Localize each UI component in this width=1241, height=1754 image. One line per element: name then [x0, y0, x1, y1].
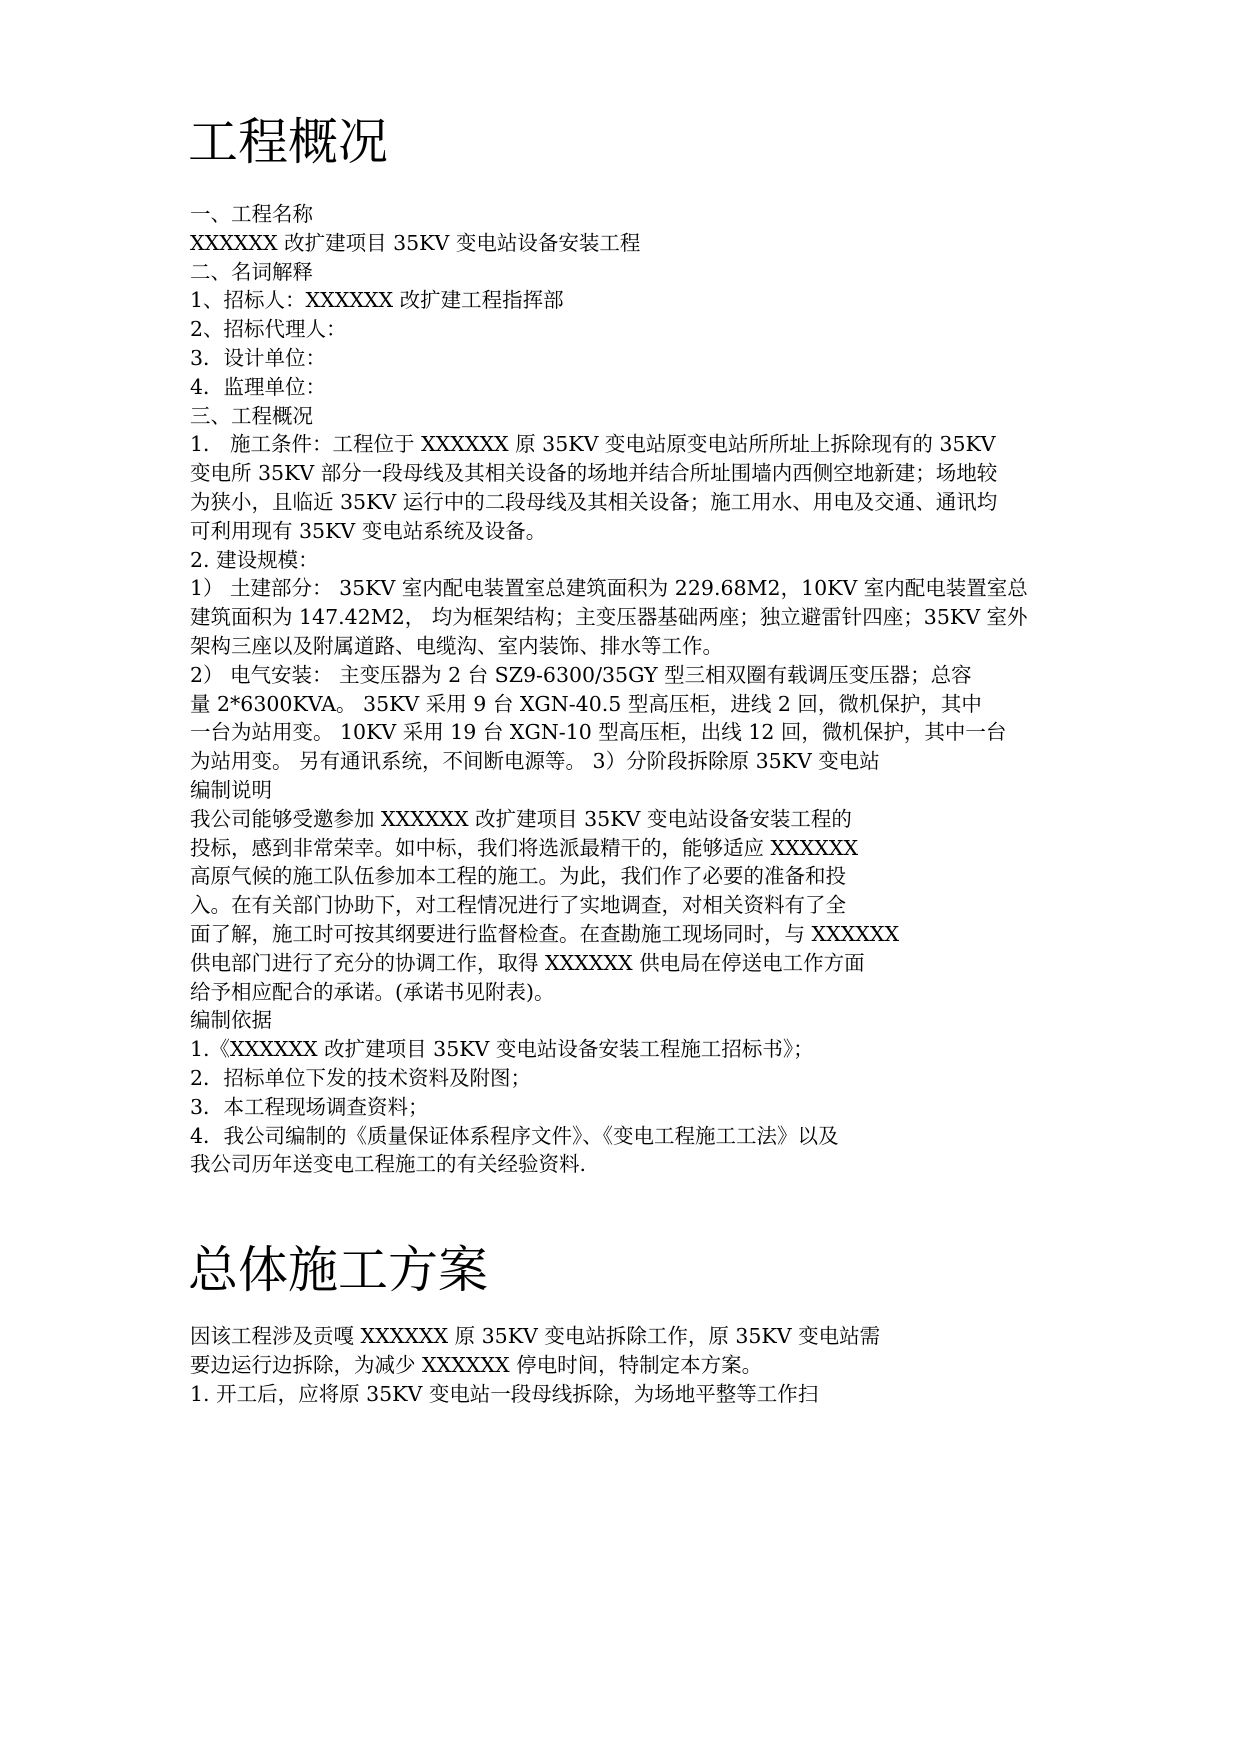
text-line: 三、工程概况 [190, 403, 313, 428]
text-line: 建筑面积为 147.42M2， 均为框架结构；主变压器基础两座；独立避雷针四座；35KV 室外 [190, 605, 1028, 630]
text-line: 我公司历年送变电工程施工的有关经验资料. [190, 1152, 587, 1177]
text-line: 可利用现有 35KV 变电站系统及设备。 [190, 518, 547, 543]
section-title-project-overview: 工程概况 [188, 113, 388, 171]
text-line: 入。在有关部门协助下，对工程情况进行了实地调查，对相关资料有了全 [190, 893, 846, 918]
text-line: 4．监理单位： [190, 374, 327, 399]
text-line: 我公司能够受邀参加 XXXXXX 改扩建项目 35KV 变电站设备安装工程的 [190, 806, 852, 831]
text-line: 1、招标人：XXXXXX 改扩建工程指挥部 [190, 288, 564, 313]
text-line: 1. 开工后，应将原 35KV 变电站一段母线拆除，为场地平整等工作扫 [190, 1381, 819, 1406]
text-line: 4．我公司编制的《质量保证体系程序文件》、《变电工程施工工法》以及 [190, 1123, 839, 1148]
text-line: 要边运行边拆除，为减少 XXXXXX 停电时间，特制定本方案。 [190, 1352, 763, 1377]
text-line: 架构三座以及附属道路、电缆沟、室内装饰、排水等工作。 [190, 634, 723, 658]
text-line: XXXXXX 改扩建项目 35KV 变电站设备安装工程 [190, 230, 641, 255]
text-line: 量 2*6300KVA。 35KV 采用 9 台 XGN-40.5 型高压柜，进线 2 回，微机保护，其中 [190, 691, 982, 716]
text-line: 供电部门进行了充分的协调工作，取得 XXXXXX 供电局在停送电工作方面 [190, 950, 865, 975]
text-line: 为站用变。 另有通讯系统，不间断电源等。 3）分阶段拆除原 35KV 变电站 [190, 749, 880, 774]
text-line: 编制说明 [190, 778, 272, 802]
text-line: 变电所 35KV 部分一段母线及其相关设备的场地并结合所址围墙内西侧空地新建；场地较 [190, 461, 998, 486]
text-line: 为狭小，且临近 35KV 运行中的二段母线及其相关设备；施工用水、用电及交通、通讯均 [190, 490, 998, 514]
text-line: 3．本工程现场调查资料； [190, 1094, 429, 1119]
text-line: 2. 建设规模： [190, 547, 319, 572]
text-line: 高原气候的施工队伍参加本工程的施工。为此，我们作了必要的准备和投 [190, 864, 846, 889]
text-line: 面了解，施工时可按其纲要进行监督检查。在查勘施工现场同时，与 XXXXXX [190, 922, 900, 946]
text-line: 3．设计单位： [190, 346, 327, 370]
section-title-construction-plan: 总体施工方案 [188, 1241, 488, 1299]
text-line: 编制依据 [190, 1008, 272, 1033]
text-line: 2．招标单位下发的技术资料及附图； [190, 1066, 532, 1090]
text-line: 一台为站用变。 10KV 采用 19 台 XGN-10 型高压柜，出线 12 回，微机保护，其中一台 [190, 720, 1007, 745]
text-line: 1． 施工条件：工程位于 XXXXXX 原 35KV 变电站原变电站所所址上拆除现有的 35KV [190, 432, 996, 457]
text-line: 一、工程名称 [190, 202, 313, 226]
text-line: 二、名词解释 [190, 259, 313, 284]
text-line: 1） 土建部分： 35KV 室内配电装置室总建筑面积为 229.68M2，10KV 室内配电装置室总 [190, 576, 1028, 601]
text-line: 因该工程涉及贡嘎 XXXXXX 原 35KV 变电站拆除工作，原 35KV 变电站需 [190, 1324, 881, 1348]
text-line: 给予相应配合的承诺。(承诺书见附表)。 [190, 979, 555, 1004]
text-line: 2） 电气安装： 主变压器为 2 台 SZ9-6300/35GY 型三相双圈有载调压变压器；总容 [190, 662, 972, 687]
text-line: 2、招标代理人： [190, 317, 347, 342]
text-line: 投标，感到非常荣幸。如中标，我们将选派最精干的，能够适应 XXXXXX [190, 835, 859, 860]
text-line: 1.《XXXXXX 改扩建项目 35KV 变电站设备安装工程施工招标书》； [190, 1037, 814, 1062]
